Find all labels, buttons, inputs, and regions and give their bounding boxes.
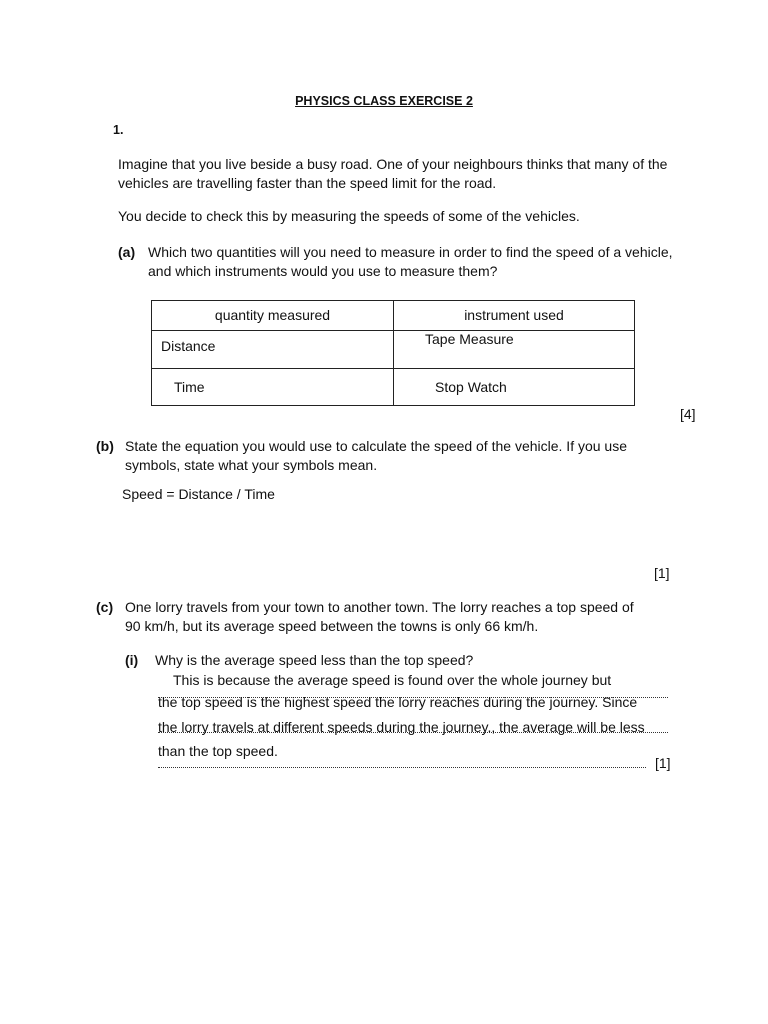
part-b-question: [125, 437, 627, 475]
table-cell: [394, 331, 635, 369]
table-cell: [152, 331, 394, 369]
part-a-line: and which instruments would you use to measure them?: [148, 263, 498, 279]
page-title: PHYSICS CLASS EXERCISE 2: [295, 94, 473, 108]
intro-paragraph-2: You decide to check this by measuring the speeds of some of the vehicles.: [118, 208, 580, 224]
part-c-question: [125, 598, 634, 636]
part-c-i-answer-line: than the top speed.: [158, 743, 278, 759]
part-c-i-marks: [1]: [655, 755, 671, 771]
part-b-answer: Speed = Distance / Time: [122, 486, 275, 502]
part-c-i-answer-line: the top speed is the highest speed the lorry reaches during the journey. Since: [158, 694, 638, 710]
intro-line: vehicles are travelling faster than the speed limit for the road.: [118, 175, 497, 191]
table-cell: [394, 369, 635, 406]
table-cell: [152, 369, 394, 406]
part-a-label: (a): [118, 244, 136, 260]
part-b-line: State the equation you would use to calculate the speed of the vehicle. If you use: [125, 438, 628, 454]
intro-paragraph: [118, 155, 667, 193]
part-a-line: Which two quantities will you need to measure in order to find the speed of a vehicle,: [148, 244, 673, 260]
question-number: 1.: [113, 123, 124, 137]
part-c-i-label: (i): [125, 652, 139, 668]
answer-table: [151, 300, 635, 406]
intro-line: Imagine that you live beside a busy road. One of your neighbours thinks that many of the: [118, 156, 668, 172]
part-b-label: (b): [96, 438, 114, 454]
part-c-i-answer-line: the lorry travels at different speeds during the journey., the average will be less: [158, 719, 645, 735]
part-c-line: 90 km/h, but its average speed between the towns is only 66 km/h.: [125, 618, 539, 634]
table-header-instrument: instrument used: [394, 301, 635, 331]
part-b-marks: [1]: [654, 565, 670, 581]
answer-dotted-line: [158, 767, 646, 768]
part-c-label: (c): [96, 599, 114, 615]
part-c-line: One lorry travels from your town to another town. The lorry reaches a top speed of: [125, 599, 634, 615]
table-answer: Stop Watch: [435, 379, 507, 395]
table-answer: Distance: [161, 338, 216, 354]
table-answer: Time: [174, 379, 205, 395]
table-header-quantity: quantity measured: [152, 301, 394, 331]
part-a-question: [148, 243, 673, 281]
part-a-marks: [4]: [680, 406, 696, 422]
table-answer: Tape Measure: [425, 331, 514, 347]
part-c-i-answer-line: This is because the average speed is found over the whole journey but: [173, 672, 612, 688]
part-c-i-question: Why is the average speed less than the top speed?: [155, 652, 474, 668]
part-b-line: symbols, state what your symbols mean.: [125, 457, 378, 473]
